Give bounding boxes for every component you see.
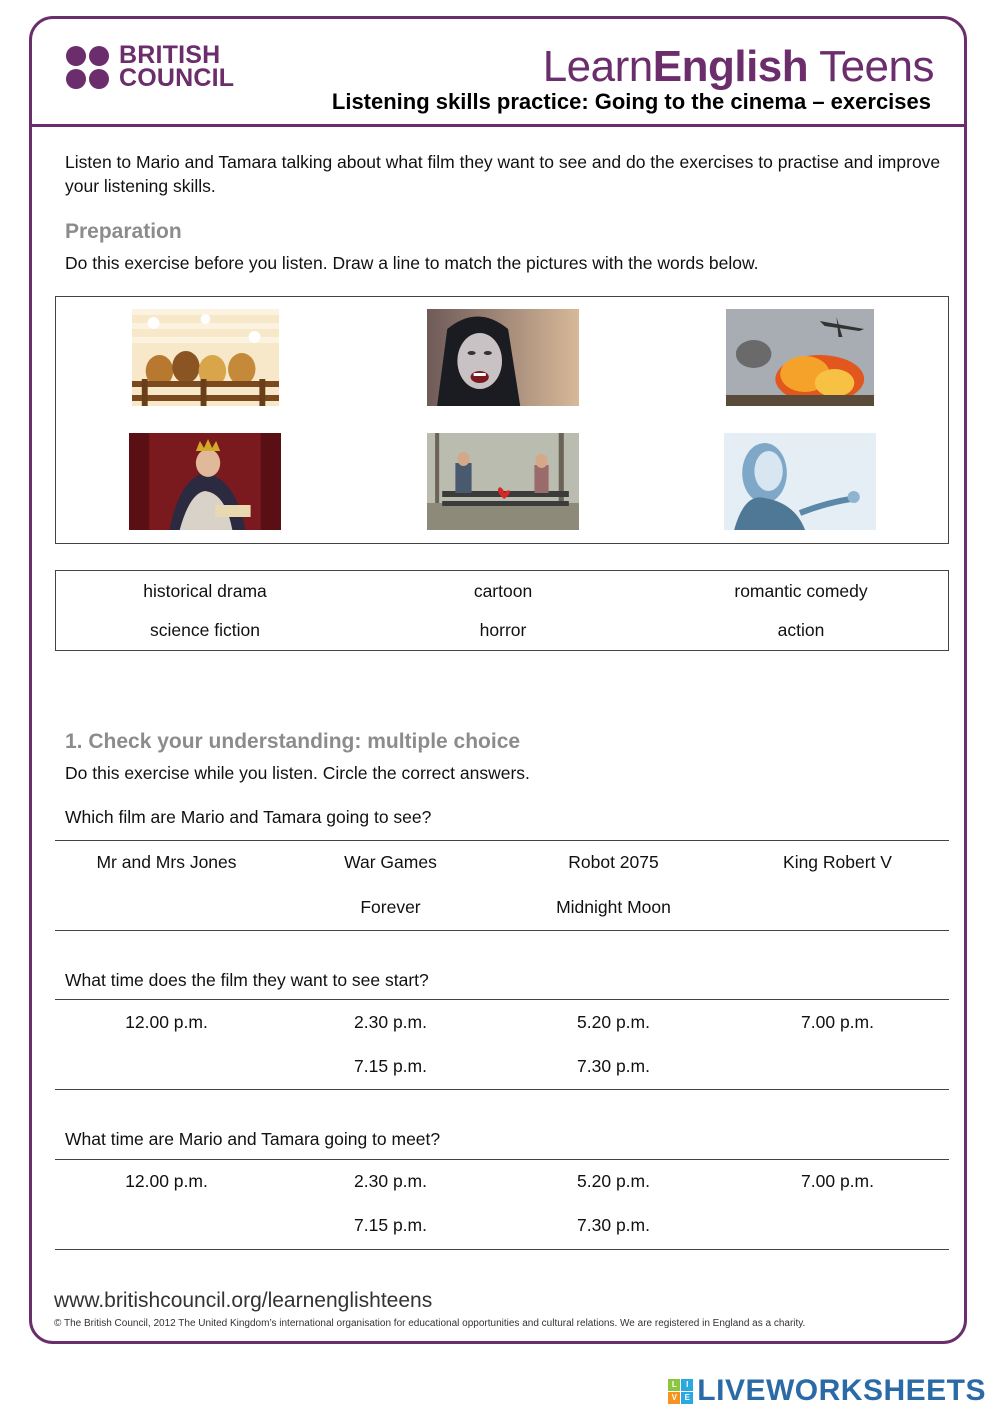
- exercise1-instruction: Do this exercise while you listen. Circle the correct answers.: [65, 763, 530, 783]
- picture-war-explosion[interactable]: [726, 309, 874, 406]
- answer-option[interactable]: 5.20 p.m.: [577, 1171, 650, 1191]
- word-item[interactable]: science fiction: [150, 620, 260, 640]
- preparation-heading: Preparation: [65, 220, 182, 243]
- picture-vampire[interactable]: [427, 309, 579, 406]
- word-item[interactable]: romantic comedy: [734, 581, 868, 601]
- word-box: [55, 570, 949, 651]
- answer-option[interactable]: Midnight Moon: [556, 897, 671, 917]
- picture-couple-on-bench[interactable]: [427, 433, 579, 530]
- divider: [55, 1159, 949, 1160]
- learnenglish-teens-logo: LearnEnglish Teens: [542, 42, 934, 91]
- answer-option[interactable]: 2.30 p.m.: [354, 1171, 427, 1191]
- question-1: Which film are Mario and Tamara going to see?: [65, 807, 432, 827]
- divider: [55, 999, 949, 1000]
- answer-option[interactable]: Mr and Mrs Jones: [96, 852, 237, 872]
- page-title: Listening skills practice: Going to the cinema – exercises: [331, 89, 931, 114]
- brand-line-1: BRITISH: [119, 41, 221, 69]
- liveworksheets-logo: [668, 1374, 986, 1408]
- intro-text: Listen to Mario and Tamara talking about what film they want to see and do the exercises to practise and improve your listening skills.: [65, 152, 941, 196]
- word-item[interactable]: horror: [479, 620, 527, 640]
- answer-option[interactable]: 7.00 p.m.: [801, 1012, 874, 1032]
- answer-option[interactable]: Forever: [360, 897, 421, 917]
- word-item[interactable]: historical drama: [143, 581, 267, 601]
- divider: [55, 930, 949, 931]
- answer-option[interactable]: 12.00 p.m.: [125, 1171, 208, 1191]
- brand-line-2: COUNCIL: [119, 64, 235, 92]
- answer-option[interactable]: 7.00 p.m.: [801, 1171, 874, 1191]
- answer-option[interactable]: 7.30 p.m.: [577, 1056, 650, 1076]
- answer-option[interactable]: Robot 2075: [568, 852, 659, 872]
- british-council-logo: [66, 41, 235, 92]
- question-3: What time are Mario and Tamara going to meet?: [65, 1129, 441, 1149]
- word-item[interactable]: action: [777, 620, 825, 640]
- footer-url: www.britishcouncil.org/learnenglishteens: [54, 1289, 433, 1312]
- preparation-instruction: Do this exercise before you listen. Draw a line to match the pictures with the words below.: [65, 253, 759, 273]
- word-item[interactable]: cartoon: [473, 581, 533, 601]
- liveworksheets-icon: L I V E: [668, 1379, 693, 1404]
- divider: [55, 840, 949, 841]
- footer-copyright: © The British Council, 2012 The United Kingdom’s international organisation for educational opportunities and cultural relations. We are registered in England as a charity.: [54, 1318, 806, 1329]
- answer-option[interactable]: 12.00 p.m.: [125, 1012, 208, 1032]
- exercise1-heading: 1. Check your understanding: multiple choice: [65, 730, 521, 753]
- picture-robot[interactable]: [724, 433, 876, 530]
- answer-option[interactable]: 5.20 p.m.: [577, 1012, 650, 1032]
- picture-king[interactable]: [129, 433, 281, 530]
- picture-box: [55, 296, 949, 544]
- divider: [55, 1089, 949, 1090]
- answer-option[interactable]: 7.15 p.m.: [354, 1056, 427, 1076]
- british-council-dots-icon: [66, 46, 109, 89]
- liveworksheets-text: LIVEWORKSHEETS: [697, 1374, 986, 1407]
- picture-horses-cartoon[interactable]: [132, 309, 279, 406]
- answer-option[interactable]: King Robert V: [783, 852, 892, 872]
- answer-option[interactable]: 7.15 p.m.: [354, 1215, 427, 1235]
- header-divider: [29, 124, 967, 127]
- answer-option[interactable]: 7.30 p.m.: [577, 1215, 650, 1235]
- answer-option[interactable]: 2.30 p.m.: [354, 1012, 427, 1032]
- divider: [55, 1249, 949, 1250]
- answer-option[interactable]: War Games: [344, 852, 437, 872]
- question-2: What time does the film they want to see start?: [65, 970, 429, 990]
